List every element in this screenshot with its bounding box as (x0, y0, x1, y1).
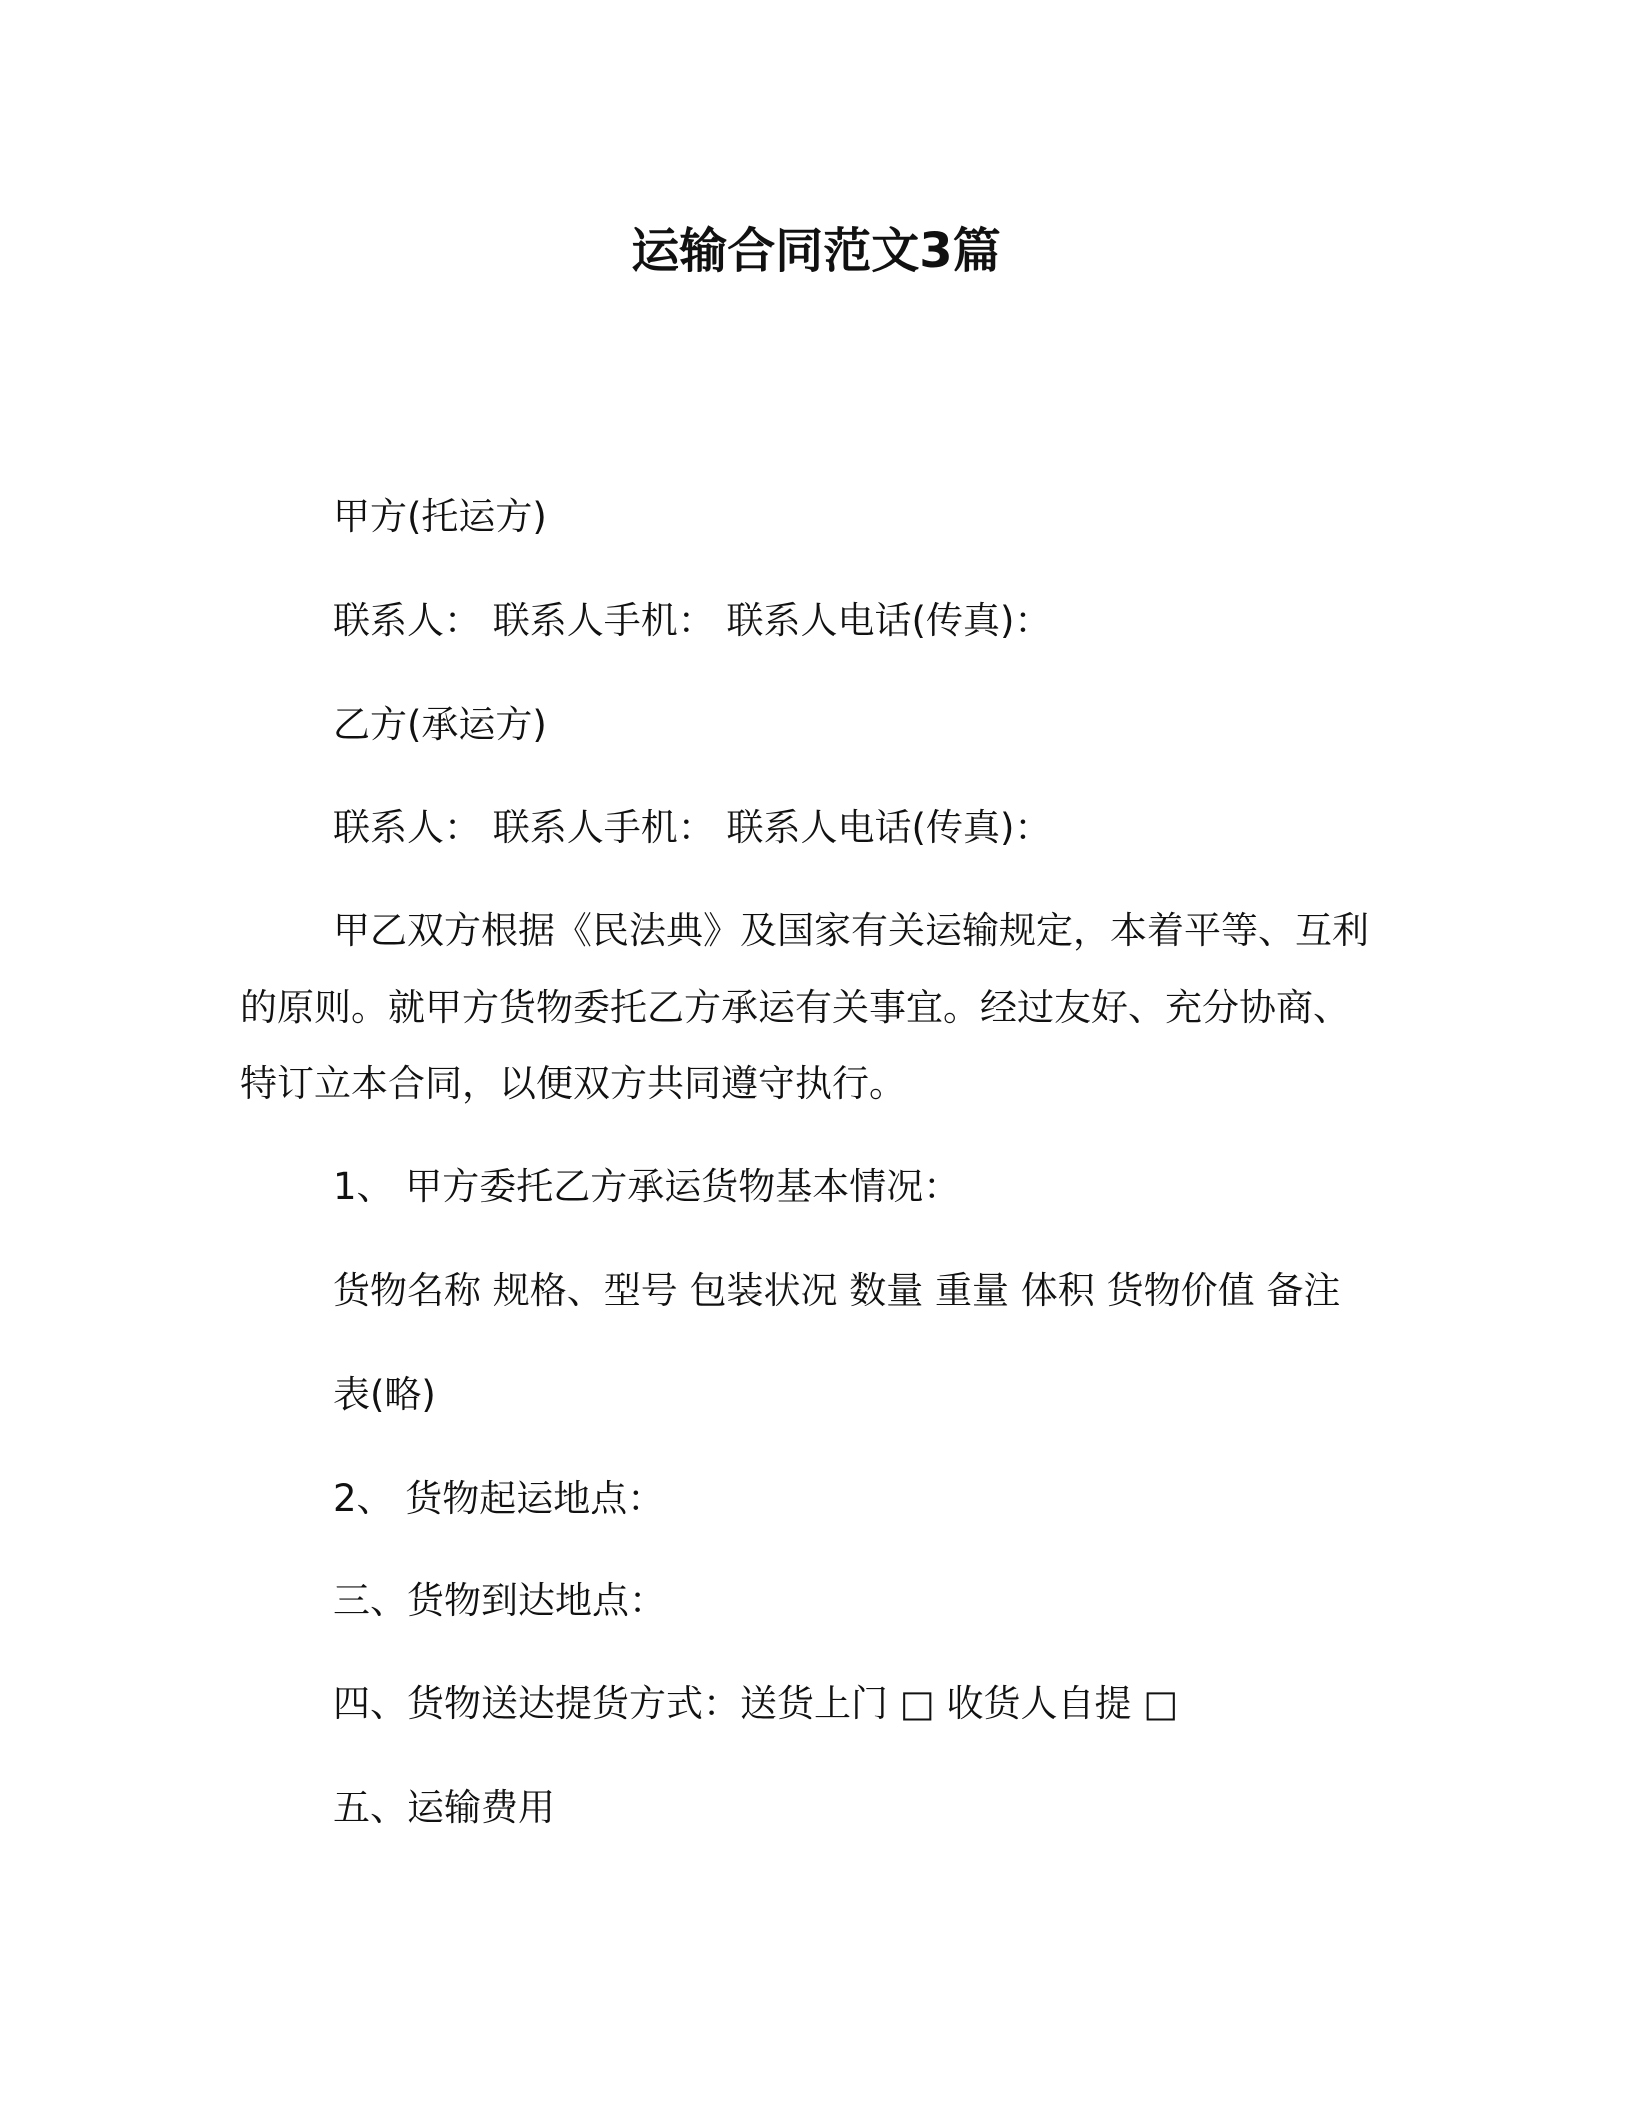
preamble-line-1: 甲乙双方根据《民法典》及国家有关运输规定，本着平等、互利 (333, 909, 1369, 952)
preamble-line-3: 特订立本合同，以便双方共同遵守执行。 (240, 1062, 906, 1105)
section-3-heading: 三、货物到达地点： (333, 1579, 666, 1622)
section-5-heading: 五、运输费用 (333, 1786, 555, 1829)
document-title: 运输合同范文3篇 (631, 223, 1001, 279)
section-1-heading: 1、 甲方委托乙方承运货物基本情况： (333, 1165, 961, 1208)
preamble-line-2: 的原则。就甲方货物委托乙方承运有关事宜。经过友好、充分协商、 (240, 986, 1350, 1029)
goods-table-note: 表(略) (333, 1373, 436, 1416)
section-4-heading: 四、货物送达提货方式：送货上门 □ 收货人自提 □ (333, 1682, 1179, 1725)
party-b-contacts: 联系人： 联系人手机： 联系人电话(传真)： (333, 806, 1052, 849)
party-a-label: 甲方(托运方) (333, 495, 547, 538)
party-b-label: 乙方(承运方) (333, 703, 547, 746)
section-2-heading: 2、 货物起运地点： (333, 1477, 665, 1520)
party-a-contacts: 联系人： 联系人手机： 联系人电话(传真)： (333, 599, 1052, 642)
goods-table-header: 货物名称 规格、型号 包装状况 数量 重量 体积 货物价值 备注 (333, 1269, 1341, 1312)
